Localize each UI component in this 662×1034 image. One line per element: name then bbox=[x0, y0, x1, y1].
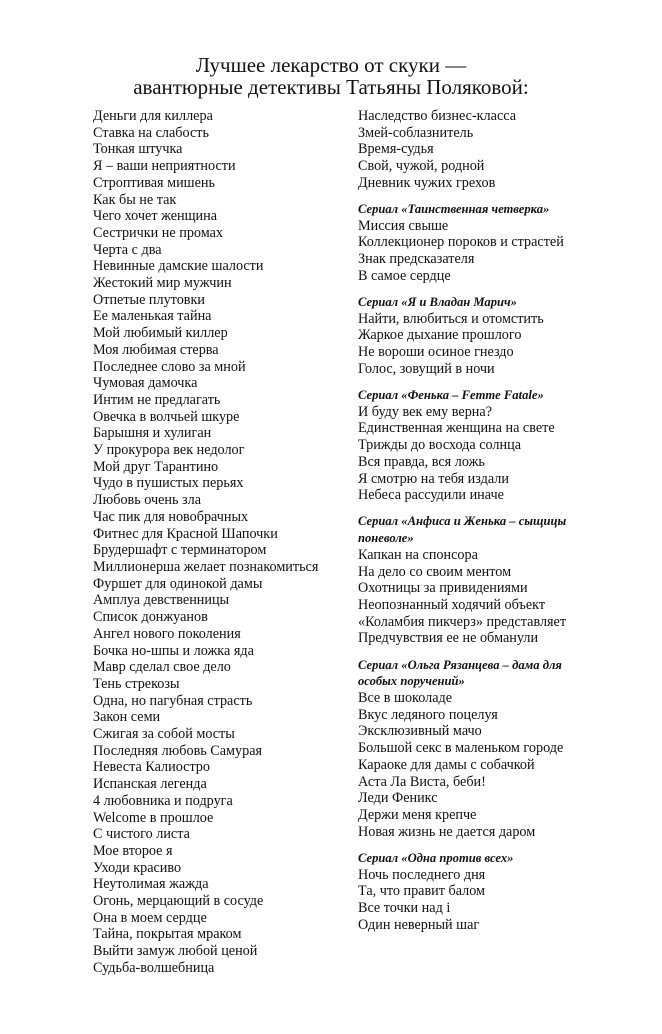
book-title: Чудо в пушистых перьях bbox=[93, 475, 244, 492]
book-title: Знак предсказателя bbox=[358, 251, 475, 268]
book-title: Выйти замуж любой ценой bbox=[93, 943, 258, 960]
book-title: Ангел нового поколения bbox=[93, 625, 241, 642]
book-title: Как бы не так bbox=[93, 191, 177, 208]
book-title: Неопознанный ходячий объект bbox=[358, 596, 546, 613]
book-title: Небеса рассудили иначе bbox=[358, 487, 504, 504]
book-title: Список донжуанов bbox=[93, 609, 208, 626]
book-title: Коллекционер пороков и страстей bbox=[358, 234, 564, 251]
book-title: Леди Феникс bbox=[358, 790, 438, 807]
book-title: И буду век ему верна? bbox=[358, 403, 492, 420]
book-title: Наследство бизнес-класса bbox=[358, 108, 517, 124]
book-title: Мой друг Тарантино bbox=[93, 458, 219, 475]
series-list bbox=[358, 201, 638, 933]
book-title: 4 любовника и подруга bbox=[93, 792, 233, 809]
series-title: Сериал «Ольга Рязанцева – дама для bbox=[358, 657, 562, 672]
book-title: Брудершафт с терминатором bbox=[93, 542, 267, 559]
book-title: Караоке для дамы с собачкой bbox=[358, 756, 535, 773]
book-title: Ее маленькая тайна bbox=[93, 308, 212, 325]
book-title: «Коламбия пикчерз» представляет bbox=[358, 613, 567, 630]
book-title: Один неверный шаг bbox=[358, 916, 480, 933]
series-title: Сериал «Таинственная четверка» bbox=[358, 202, 550, 217]
series-title: Сериал «Одна против всех» bbox=[358, 850, 514, 865]
book-title: Время-судья bbox=[358, 141, 434, 158]
book-title: Овечка в волчьей шкуре bbox=[93, 408, 240, 425]
book-title: Миллионерша желает познакомиться bbox=[93, 558, 319, 575]
series-block bbox=[358, 387, 638, 504]
book-title: Миссия свыше bbox=[358, 217, 449, 234]
book-title: Трижды до восхода солнца bbox=[358, 437, 521, 454]
title-line-1: Лучшее лекарство от скуки — bbox=[195, 53, 467, 77]
series-block bbox=[358, 201, 638, 285]
book-title: Ставка на слабость bbox=[93, 124, 209, 141]
book-title: Невеста Калиостро bbox=[93, 759, 210, 776]
book-title: Фитнес для Красной Шапочки bbox=[93, 525, 278, 542]
book-title: Последняя любовь Самурая bbox=[93, 742, 263, 759]
series-title: Сериал «Фенька – Femme Fatale» bbox=[358, 388, 544, 403]
book-title: Тень стрекозы bbox=[93, 675, 180, 692]
book-title: Бочка но-шпы и ложка яда bbox=[93, 642, 254, 659]
series-block bbox=[358, 850, 638, 934]
page-title bbox=[0, 54, 662, 98]
book-title: Закон семи bbox=[93, 709, 161, 726]
book-title: Неутолимая жажда bbox=[93, 876, 209, 893]
book-title: Сестрички не промах bbox=[93, 224, 224, 241]
book-title: Большой секс в маленьком городе bbox=[358, 740, 564, 757]
book-title: Она в моем сердце bbox=[93, 909, 207, 926]
book-title: Эксклюзивный мачо bbox=[358, 723, 482, 740]
book-title: Огонь, мерцающий в сосуде bbox=[93, 893, 264, 910]
book-title: Не вороши осиное гнездо bbox=[358, 344, 514, 361]
book-title: Испанская легенда bbox=[93, 776, 207, 793]
book-title: Чумовая дамочка bbox=[93, 375, 198, 392]
book-title: Тайна, покрытая мраком bbox=[93, 926, 242, 943]
book-title: Welcome в прошлое bbox=[93, 809, 214, 826]
book-title: Уходи красиво bbox=[93, 859, 182, 876]
book-title: Жестокий мир мужчин bbox=[93, 275, 232, 292]
book-title: Мавр сделал свое дело bbox=[93, 659, 231, 676]
book-title: Ночь последнего дня bbox=[358, 866, 486, 883]
book-title: Сжигая за собой мосты bbox=[93, 726, 235, 743]
book-title: Черта с два bbox=[93, 241, 162, 258]
series-title: поневоле» bbox=[358, 531, 414, 546]
book-title: Все точки над i bbox=[358, 899, 451, 916]
series-block bbox=[358, 294, 638, 378]
title-line-2: авантюрные детективы Татьяны Поляковой: bbox=[133, 75, 529, 99]
series-block bbox=[358, 513, 638, 647]
book-title: Вся правда, вся ложь bbox=[358, 453, 485, 470]
book-title: Голос, зовущий в ночи bbox=[358, 360, 495, 377]
book-title: Судьба-волшебница bbox=[93, 959, 215, 976]
book-title: Барышня и хулиган bbox=[93, 425, 212, 442]
book-title: Единственная женщина на свете bbox=[358, 420, 555, 437]
book-title: Моя любимая стерва bbox=[93, 341, 219, 358]
book-title: Змей-соблазнитель bbox=[358, 124, 474, 141]
book-title: Я смотрю на тебя издали bbox=[358, 470, 509, 487]
series-title: Сериал «Я и Владан Марич» bbox=[358, 295, 517, 310]
book-title: Строптивая мишень bbox=[93, 174, 215, 191]
book-title: Интим не предлагать bbox=[93, 391, 221, 408]
book-title: Аста Ла Виста, беби! bbox=[358, 773, 486, 790]
series-title: Сериал «Анфиса и Женька – сыщицы bbox=[358, 514, 567, 529]
book-title: На дело со своим ментом bbox=[358, 563, 512, 580]
book-title: Последнее слово за мной bbox=[93, 358, 246, 375]
book-title: Капкан на спонсора bbox=[358, 546, 478, 563]
book-title: Та, что правит балом bbox=[358, 883, 486, 900]
book-title: Чего хочет женщина bbox=[93, 208, 217, 225]
book-title: Тонкая штучка bbox=[93, 141, 183, 158]
book-title: Дневник чужих грехов bbox=[358, 174, 496, 191]
book-title: Свой, чужой, родной bbox=[358, 158, 485, 175]
book-title: Любовь очень зла bbox=[93, 492, 201, 509]
book-title: Мое второе я bbox=[93, 842, 173, 859]
book-title: Я – ваши неприятности bbox=[93, 158, 236, 175]
left-book-list bbox=[93, 108, 353, 977]
book-title: Час пик для новобрачных bbox=[93, 508, 249, 525]
book-title: С чистого листа bbox=[93, 826, 190, 843]
book-title: Отпетые плутовки bbox=[93, 291, 205, 308]
book-title: Амплуа девственницы bbox=[93, 592, 230, 609]
book-title: Деньги для киллера bbox=[93, 108, 213, 124]
book-title: Мой любимый киллер bbox=[93, 325, 228, 342]
series-title: особых поручений» bbox=[358, 674, 465, 689]
book-title: Найти, влюбиться и отомстить bbox=[358, 310, 544, 327]
book-title: Новая жизнь не дается даром bbox=[358, 823, 536, 840]
book-title: У прокурора век недолог bbox=[93, 442, 245, 459]
book-title: Охотницы за привидениями bbox=[358, 580, 528, 597]
book-title: Жаркое дыхание прошлого bbox=[358, 327, 522, 344]
book-title: Вкус ледяного поцелуя bbox=[358, 706, 498, 723]
book-title: Все в шоколаде bbox=[358, 690, 453, 706]
book-title: Держи меня крепче bbox=[358, 806, 477, 823]
standalone-books bbox=[358, 108, 638, 192]
right-book-list bbox=[358, 108, 638, 933]
book-title: Предчувствия ее не обманули bbox=[358, 630, 539, 647]
book-title: В самое сердце bbox=[358, 267, 451, 284]
book-title: Невинные дамские шалости bbox=[93, 258, 264, 275]
book-title: Фуршет для одинокой дамы bbox=[93, 575, 263, 592]
series-block bbox=[358, 657, 638, 841]
book-title: Одна, но пагубная страсть bbox=[93, 692, 253, 709]
